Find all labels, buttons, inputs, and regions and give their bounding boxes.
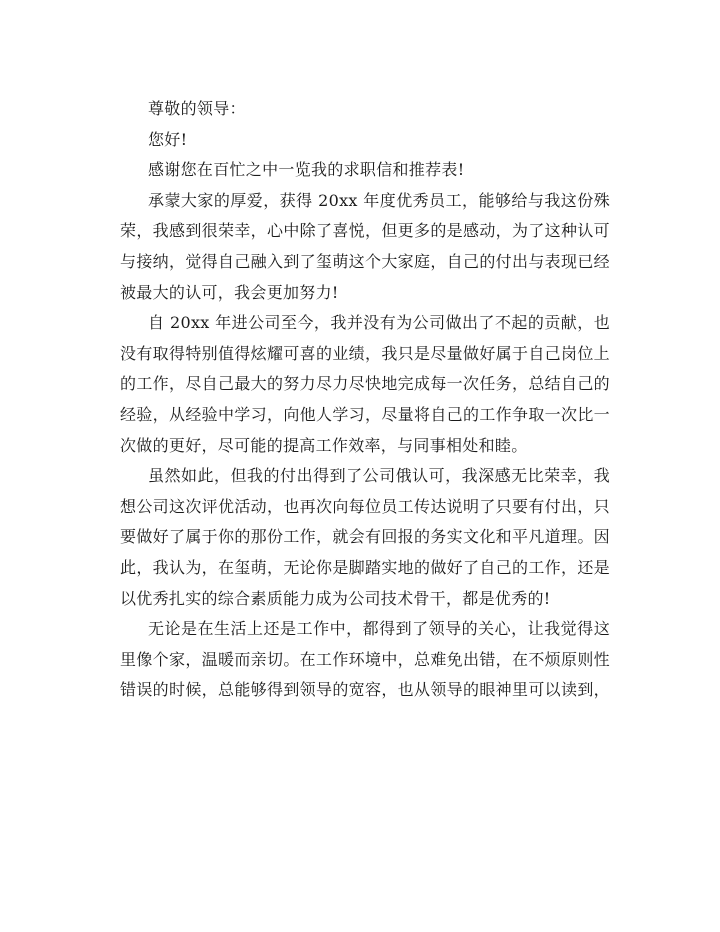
paragraph-line: 要做好了属于你的那份工作，就会有回报的务实文化和平凡道理。因	[120, 527, 610, 547]
paragraph-line: 错误的时候，总能够得到领导的宽容，也从领导的眼神里可以读到，	[120, 680, 610, 700]
paragraph-line: 里像个家，温暖而亲切。在工作环境中，总难免出错，在不烦原则性	[120, 649, 610, 669]
paragraph-line: 的工作，尽自己最大的努力尽力尽快地完成每一次任务，总结自己的	[120, 374, 610, 394]
paragraph-line: 自 20xx 年进公司至今，我并没有为公司做出了不起的贡献，也	[148, 313, 610, 333]
paragraph-line: 感谢您在百忙之中一览我的求职信和推荐表!	[148, 160, 465, 180]
paragraph-line: 被最大的认可，我会更加努力!	[120, 282, 339, 302]
paragraph-line: 想公司这次评优活动，也再次向每位员工传达说明了只要有付出，只	[120, 496, 610, 516]
paragraph-line: 此，我认为，在玺萌，无论你是脚踏实地的做好了自己的工作，还是	[120, 557, 610, 577]
paragraph-line: 没有取得特别值得炫耀可喜的业绩，我只是尽量做好属于自己岗位上	[120, 343, 610, 363]
paragraph-line: 与接纳，觉得自己融入到了玺萌这个大家庭，自己的付出与表现已经	[120, 251, 610, 271]
paragraph-line: 以优秀扎实的综合素质能力成为公司技术骨干，都是优秀的!	[120, 588, 551, 608]
paragraph-line: 承蒙大家的厚爱，获得 20xx 年度优秀员工，能够给与我这份殊	[148, 190, 610, 210]
paragraph-line: 无论是在生活上还是工作中，都得到了领导的关心，让我觉得这	[148, 619, 610, 639]
paragraph-line: 经验，从经验中学习，向他人学习，尽量将自己的工作争取一次比一	[120, 404, 610, 424]
salutation: 尊敬的领导：	[148, 99, 246, 118]
paragraph-line: 荣，我感到很荣幸，心中除了喜悦，但更多的是感动，为了这种认可	[120, 221, 610, 241]
paragraph-line: 虽然如此，但我的付出得到了公司俄认可，我深感无比荣幸，我	[148, 466, 610, 486]
greeting: 您好!	[148, 129, 188, 149]
letter-body	[120, 94, 610, 706]
paragraph-line: 次做的更好，尽可能的提高工作效率，与同事相处和睦。	[120, 435, 528, 455]
